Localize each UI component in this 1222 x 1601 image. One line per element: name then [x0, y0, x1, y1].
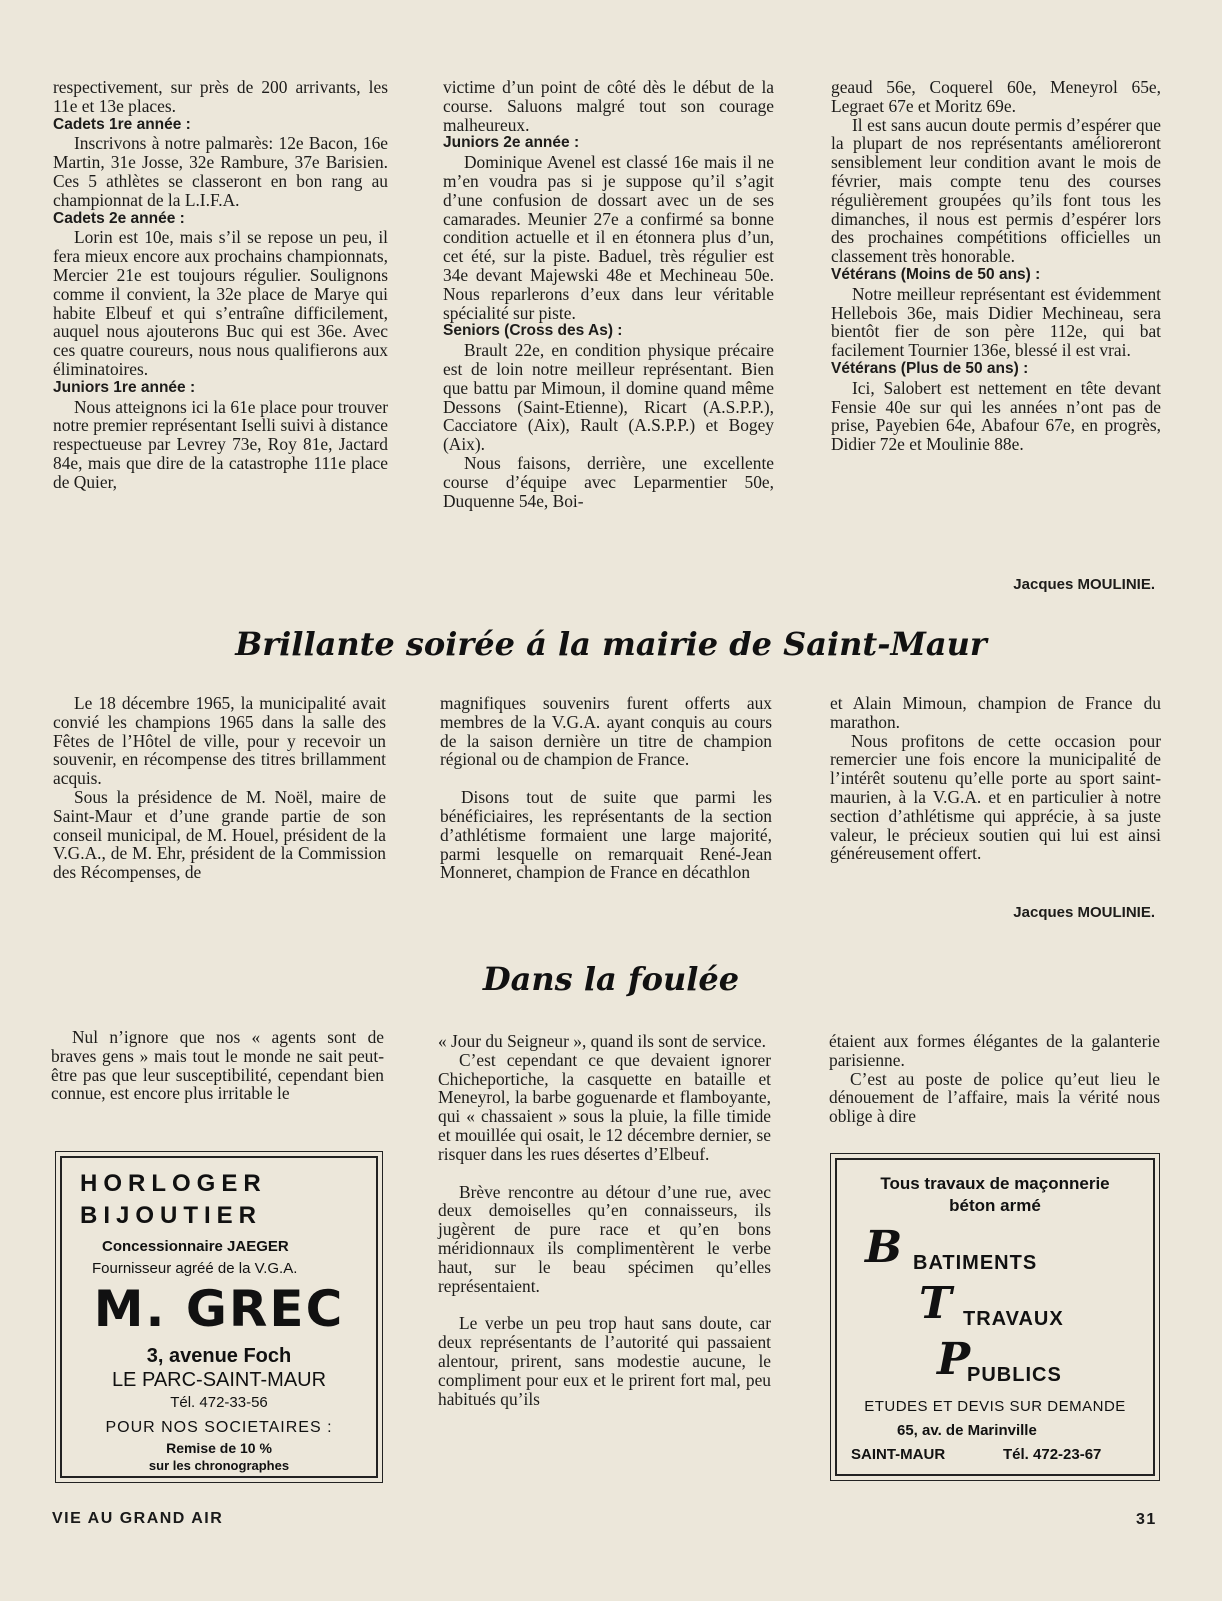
article1-column-1	[53, 78, 388, 492]
paragraph: Nous atteignons ici la 61e place pour trouver notre premier représentant Iselli suivi à distance respectueuse par Levrey 73e, Roy 81e, Jactard 84e, mais que dire de la catastrophe 111e place de Quier,	[53, 396, 388, 492]
paragraph: Le 18 décembre 1965, la municipalité avait convié les champions 1965 dans la salle des Fêtes de l’Hôtel de ville, pour y recevoir un souvenir, en récompense des titres brillamment acquis.	[53, 693, 386, 789]
paragraph: Il est sans aucun doute permis d’espérer que la plupart de nos représentants amélioreront sensiblement leur condition avant le mois de février, mais compte tenu des courses régulièrement groupées qu’ils font tous les dimanches, il nous est permis d’espérer lors des prochaines compétitions officielles un classement très honorable.	[831, 114, 1161, 267]
section-heading: Vétérans (Moins de 50 ans) :	[831, 265, 1041, 283]
paragraph: C’est au poste de police qu’eut lieu le dénouement de l’affaire, mais la vérité nous oblige à dire	[829, 1068, 1160, 1127]
paragraph: Dominique Avenel est classé 16e mais il ne m’en voudra pas si je suppose qu’il s’agit d’une confusion de dossart avec un de ses camarades. Meunier 27e a confirmé sa bonne condition actuelle et il en étonnera plus d’un, cet été, sur la piste. Baduel, très régulier est 34e devant Majewski 48e et Mechineau 50e. Nous reparlerons d’eux dans leur véritable spécialité sur piste.	[443, 152, 774, 323]
ad-left-city: LE PARC-SAINT-MAUR	[111, 1369, 327, 1391]
section-heading: Cadets 2e année :	[53, 209, 185, 227]
paragraph: Le verbe un peu trop haut sans doute, car deux représentants de l’autorité qui passaient alentour, prirent, sans modestie aucune, le compliment pour eux et le prirent fort mal, peu habitués qu’ils	[438, 1313, 771, 1409]
article1-signature-wrap	[831, 568, 1161, 595]
article2-signature: Jacques MOULINIE.	[1013, 904, 1155, 921]
ad-left-offer2: sur les chronographes	[148, 1458, 290, 1473]
ad-left-phone: Tél. 472-33-56	[170, 1394, 268, 1411]
ad-left-line1: HORLOGER	[80, 1170, 267, 1197]
paragraph: geaud 56e, Coquerel 60e, Meneyrol 65e, Legraet 67e et Moritz 69e.	[831, 77, 1161, 116]
article2-column-3	[830, 694, 1161, 863]
section-heading: Juniors 1re année :	[53, 378, 196, 396]
ad-right-address: 65, av. de Marinville	[897, 1422, 1037, 1439]
ad-left-offer-head: POUR NOS SOCIETAIRES :	[105, 1419, 333, 1436]
ad-btp	[835, 1158, 1155, 1476]
ad-left-offer1: Remise de 10 %	[166, 1440, 272, 1456]
paragraph: Inscrivons à notre palmarès: 12e Bacon, 16e Martin, 31e Josse, 32e Rambure, 37e Barisien. Ces 5 athlètes se classeront en bon rang au championnat de la L.I.F.A.	[53, 133, 388, 210]
article3-title: Dans la foulée	[482, 960, 740, 998]
ad-right-line1: Tous travaux de maçonnerie	[880, 1174, 1110, 1193]
paragraph: C’est cependant ce que devaient ignorer Chicheportiche, la casquette en bataille et Meneyrol, la barbe goguenarde et flamboyante, qui « chassaient » sous la pluie, la fille timide et mouillée qui osait, le 12 décembre dernier, se risquer dans les rues désertes d’Elbeuf.	[438, 1049, 771, 1164]
paragraph: Nous profitons de cette occasion pour remercier une fois encore la municipalité de l’intérêt soutenu qu’elle porte au sport saint-maurien, à la V.G.A. et en particulier à notre section d’athlétisme qui apprécie, à sa juste valeur, le précieux soutien qui lui est ainsi généreusement offert.	[830, 730, 1161, 864]
ad-horloger	[60, 1156, 378, 1478]
ad-left-logo-name: M. GREC	[93, 1280, 345, 1338]
article2-column-2	[440, 694, 772, 882]
ad-right-line2: béton armé	[949, 1196, 1041, 1215]
ad-right-studies: ETUDES ET DEVIS SUR DEMANDE	[864, 1398, 1126, 1415]
paragraph: Ici, Salobert est nettement en tête devant Fensie 40e sur qui les années n’ont pas de prise, Payebien 64e, Abafour 67e, en progrès, Didier 72e et Moulinie 88e.	[831, 377, 1161, 455]
article1-column-2	[443, 78, 774, 510]
magazine-name: VIE AU GRAND AIR	[52, 1510, 224, 1527]
ad-right-letter-b: B	[865, 1222, 903, 1273]
article3-column-2	[438, 1032, 771, 1408]
section-heading: Seniors (Cross des As) :	[443, 322, 623, 340]
article2-signature-wrap	[830, 896, 1161, 923]
article3-column-1	[51, 1028, 384, 1103]
paragraph: Nul n’ignore que nos « agents sont de braves gens » mais tout le monde ne sait peut-être pas que leur susceptibilité, cependant bien connue, est encore plus irritable le	[51, 1027, 384, 1104]
ad-right-city: SAINT-MAUR	[851, 1446, 946, 1463]
paragraph: Nous faisons, derrière, une excellente course d’équipe avec Leparmentier 50e, Duquenne 54e, Boi-	[443, 452, 774, 511]
ad-left-line3: Concessionnaire JAEGER	[102, 1238, 289, 1255]
ad-right-word-p: PUBLICS	[967, 1364, 1062, 1386]
ad-right-letter-t: T	[919, 1278, 952, 1329]
paragraph: « Jour du Seigneur », quand ils sont de service.	[438, 1031, 766, 1051]
paragraph: victime d’un point de côté dès le début de la course. Saluons malgré tout son courage malheureux.	[443, 77, 774, 135]
ad-right-phone: Tél. 472-23-67	[1003, 1446, 1102, 1463]
ad-right-letter-p: P	[937, 1334, 971, 1385]
paragraph: Notre meilleur représentant est évidemment Hellebois 36e, mais Didier Mechineau, sera bientôt fier de son père 112e, qui bat facilement Tournier 136e, blessé il est vrai.	[831, 283, 1161, 361]
section-heading: Vétérans (Plus de 50 ans) :	[831, 359, 1029, 377]
paragraph: Brève rencontre au détour d’une rue, avec deux demoiselles qu’en connaisseurs, ils jugèrent de pure race et qu’en bons méridionnaux ils complimentèrent le verbe haut, sur le beau spécimen qu’elles représentaient.	[438, 1181, 771, 1296]
article2-title: Brillante soirée á la mairie de Saint-Maur	[235, 625, 987, 663]
ad-left-address: 3, avenue Foch	[146, 1345, 292, 1367]
paragraph: étaient aux formes élégantes de la galanterie parisienne.	[829, 1031, 1160, 1070]
paragraph: Lorin est 10e, mais s’il se repose un peu, il fera mieux encore aux prochains championnats, Mercier 21e est toujours régulier. Soulignons comme il convient, la 32e place de Marye qui habite Elbeuf et qui s’entraîne difficilement, auquel nous ajouterons Buc qui est 36e. Avec ces quatre coureurs, nous nous qualifierons aux éliminatoires.	[53, 227, 388, 379]
article1-signature: Jacques MOULINIE.	[1013, 576, 1155, 593]
section-heading: Cadets 1re année :	[53, 115, 191, 133]
section-heading: Juniors 2e année :	[443, 134, 580, 152]
paragraph: Brault 22e, en condition physique précaire est de loin notre meilleur représentant. Bien que battu par Mimoun, il domine quand même Dessons (Saint-Etienne), Ricart (A.S.P.P.), Cacciatore (Aix), Rault (A.S.P.P.) et Bogey (Aix).	[443, 340, 774, 455]
ad-left-line4: Fournisseur agréé de la V.G.A.	[92, 1260, 298, 1277]
paragraph: et Alain Mimoun, champion de France du marathon.	[830, 693, 1161, 732]
paragraph: magnifiques souvenirs furent offerts aux membres de la V.G.A. ayant conquis au cours de la saison dernière un titre de champion régional ou de champion de France.	[440, 693, 772, 770]
article1-column-3	[831, 78, 1161, 454]
paragraph: Disons tout de suite que parmi les bénéficiaires, les représentants de la section d’athlétisme formaient une large majorité, parmi lesquelle on remarquait René-Jean Monneret, champion de France en décathlon	[440, 787, 772, 883]
page-number: 31	[1136, 1511, 1157, 1528]
paragraph: respectivement, sur près de 200 arrivants, les 11e et 13e places.	[53, 77, 388, 116]
article3-column-3	[829, 1032, 1160, 1126]
ad-left-line2: BIJOUTIER	[80, 1202, 263, 1229]
paragraph: Sous la présidence de M. Noël, maire de Saint-Maur et d’une grande partie de son conseil municipal, de M. Houel, président de la V.G.A., de M. Ehr, président de la Commission des Récompenses, de	[53, 786, 386, 883]
ad-right-word-b: BATIMENTS	[913, 1252, 1038, 1274]
ad-right-word-t: TRAVAUX	[963, 1308, 1064, 1330]
article2-column-1	[53, 694, 386, 882]
